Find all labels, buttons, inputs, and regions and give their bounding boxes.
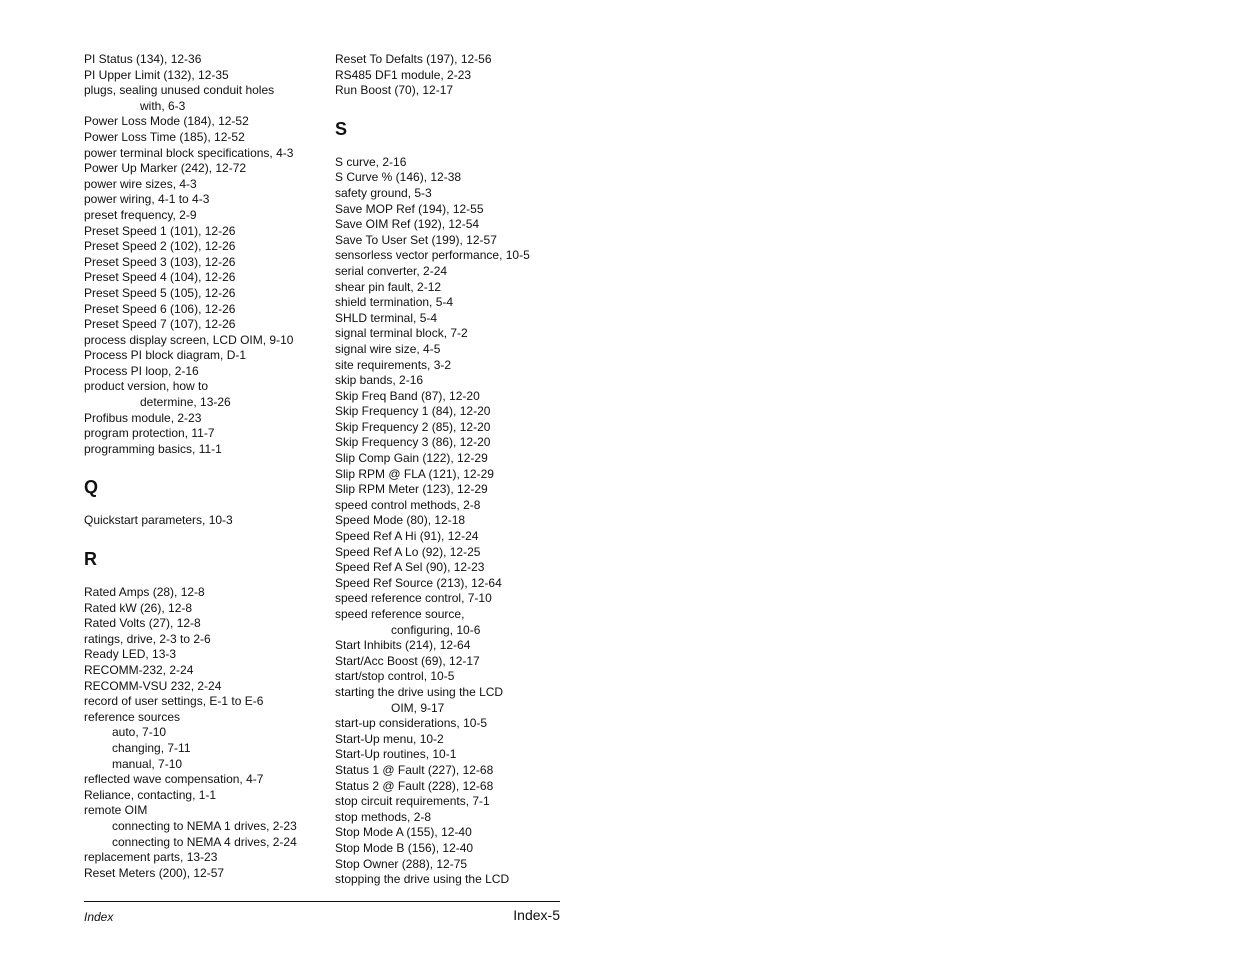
index-entry: Ready LED, 13-3 (84, 647, 177, 662)
index-entry: Start-Up menu, 10-2 (335, 731, 444, 746)
index-entry: starting the drive using the LCD (335, 684, 504, 699)
index-section-letter: R (84, 549, 97, 570)
index-entry: signal wire size, 4-5 (335, 341, 441, 356)
footer-divider (84, 901, 560, 902)
index-entry: Preset Speed 1 (101), 12-26 (84, 223, 236, 238)
index-entry: Skip Frequency 3 (86), 12-20 (335, 435, 491, 450)
index-entry: S Curve % (146), 12-38 (335, 170, 462, 185)
index-entry: process display screen, LCD OIM, 9-10 (84, 332, 294, 347)
index-entry: Preset Speed 5 (105), 12-26 (84, 285, 236, 300)
index-entry: power wire sizes, 4-3 (84, 176, 197, 191)
index-entry: Save To User Set (199), 12-57 (335, 232, 497, 247)
index-entry: Start/Acc Boost (69), 12-17 (335, 653, 480, 668)
index-entry: Status 2 @ Fault (228), 12-68 (335, 778, 494, 793)
index-entry: Speed Ref Source (213), 12-64 (335, 575, 502, 590)
index-entry: sensorless vector performance, 10-5 (335, 248, 530, 263)
index-entry: Stop Owner (288), 12-75 (335, 856, 468, 871)
index-entry: serial converter, 2-24 (335, 263, 448, 278)
index-entry: Speed Mode (80), 12-18 (335, 513, 466, 528)
index-entry: Preset Speed 6 (106), 12-26 (84, 301, 236, 316)
index-entry: Slip RPM Meter (123), 12-29 (335, 482, 488, 497)
index-entry: Speed Ref A Lo (92), 12-25 (335, 544, 481, 559)
index-entry: Save MOP Ref (194), 12-55 (335, 201, 484, 216)
index-section-letter: Q (84, 477, 99, 498)
index-entry: preset frequency, 2-9 (84, 207, 197, 222)
index-entry: Skip Frequency 1 (84), 12-20 (335, 404, 491, 419)
index-entry: Slip Comp Gain (122), 12-29 (335, 451, 488, 466)
index-entry: Power Up Marker (242), 12-72 (84, 161, 247, 176)
index-entry: power wiring, 4-1 to 4-3 (84, 192, 210, 207)
index-entry: program protection, 11-7 (84, 426, 215, 441)
index-entry: site requirements, 3-2 (335, 357, 452, 372)
index-entry: reflected wave compensation, 4-7 (84, 772, 264, 787)
index-entry: Reliance, contacting, 1-1 (84, 787, 217, 802)
index-entry: Speed Ref A Sel (90), 12-23 (335, 560, 485, 575)
index-entry: stop methods, 2-8 (335, 809, 432, 824)
index-entry-continuation: determine, 13-26 (140, 395, 231, 410)
index-entry: skip bands, 2-16 (335, 373, 424, 388)
index-entry: shield termination, 5-4 (335, 295, 454, 310)
index-entry-continuation: with, 6-3 (140, 98, 186, 113)
index-subentry: auto, 7-10 (112, 725, 167, 740)
index-entry: stop circuit requirements, 7-1 (335, 794, 490, 809)
index-entry: Rated Volts (27), 12-8 (84, 616, 201, 631)
index-entry: Speed Ref A Hi (91), 12-24 (335, 529, 479, 544)
index-entry: speed control methods, 2-8 (335, 497, 481, 512)
index-entry: Stop Mode A (155), 12-40 (335, 825, 472, 840)
index-entry: Preset Speed 3 (103), 12-26 (84, 254, 236, 269)
index-entry: PI Upper Limit (132), 12-35 (84, 67, 229, 82)
index-subentry: connecting to NEMA 4 drives, 2-24 (112, 834, 297, 849)
index-entry: Start Inhibits (214), 12-64 (335, 638, 471, 653)
index-column-left (84, 52, 324, 881)
index-entry: Preset Speed 2 (102), 12-26 (84, 239, 236, 254)
index-subentry: connecting to NEMA 1 drives, 2-23 (112, 818, 297, 833)
index-entry: product version, how to (84, 379, 209, 394)
index-entry: plugs, sealing unused conduit holes (84, 83, 275, 98)
index-entry: remote OIM (84, 803, 148, 818)
index-entry: Reset Meters (200), 12-57 (84, 865, 225, 880)
footer-section-label: Index (84, 910, 114, 924)
index-entry: Start-Up routines, 10-1 (335, 747, 457, 762)
index-entry: Rated Amps (28), 12-8 (84, 585, 205, 600)
index-entry: shear pin fault, 2-12 (335, 279, 442, 294)
index-entry: power terminal block specifications, 4-3 (84, 145, 294, 160)
index-entry: Rated kW (26), 12-8 (84, 600, 193, 615)
index-entry: stopping the drive using the LCD (335, 872, 510, 887)
index-entry: Skip Frequency 2 (85), 12-20 (335, 419, 491, 434)
index-entry: Skip Freq Band (87), 12-20 (335, 388, 480, 403)
index-entry: programming basics, 11-1 (84, 441, 222, 456)
index-entry: S curve, 2-16 (335, 154, 407, 169)
index-entry: Run Boost (70), 12-17 (335, 83, 454, 98)
index-entry: Preset Speed 7 (107), 12-26 (84, 317, 236, 332)
index-entry: Profibus module, 2-23 (84, 410, 202, 425)
index-entry: Quickstart parameters, 10-3 (84, 513, 233, 528)
index-entry: Power Loss Time (185), 12-52 (84, 129, 245, 144)
index-entry: replacement parts, 13-23 (84, 850, 218, 865)
index-entry: Preset Speed 4 (104), 12-26 (84, 270, 236, 285)
index-subentry: manual, 7-10 (112, 756, 183, 771)
index-entry: Status 1 @ Fault (227), 12-68 (335, 762, 494, 777)
index-entry: signal terminal block, 7-2 (335, 326, 468, 341)
index-entry: start/stop control, 10-5 (335, 669, 455, 684)
index-entry: Power Loss Mode (184), 12-52 (84, 114, 249, 129)
index-entry: Save OIM Ref (192), 12-54 (335, 217, 480, 232)
index-entry: RS485 DF1 module, 2-23 (335, 67, 472, 82)
index-entry: reference sources (84, 709, 181, 724)
index-entry-continuation: configuring, 10-6 (391, 622, 481, 637)
index-entry: Process PI loop, 2-16 (84, 363, 199, 378)
index-entry: PI Status (134), 12-36 (84, 52, 202, 66)
index-entry: RECOMM-VSU 232, 2-24 (84, 678, 222, 693)
index-entry: start-up considerations, 10-5 (335, 716, 488, 731)
index-entry: record of user settings, E-1 to E-6 (84, 694, 264, 709)
index-entry: safety ground, 5-3 (335, 185, 432, 200)
index-entry: Process PI block diagram, D-1 (84, 348, 247, 363)
index-column-right (335, 52, 575, 888)
index-entry-continuation: OIM, 9-17 (391, 700, 445, 715)
index-entry: Reset To Defalts (197), 12-56 (335, 52, 492, 66)
index-entry: speed reference source, (335, 607, 465, 621)
index-entry: ratings, drive, 2-3 to 2-6 (84, 631, 211, 646)
index-entry: SHLD terminal, 5-4 (335, 310, 438, 325)
index-subentry: changing, 7-11 (112, 740, 191, 755)
index-entry: RECOMM-232, 2-24 (84, 663, 194, 677)
index-entry: speed reference control, 7-10 (335, 591, 492, 606)
index-entry: Slip RPM @ FLA (121), 12-29 (335, 466, 494, 481)
footer-page-number: Index-5 (513, 907, 560, 923)
index-section-letter: S (335, 118, 348, 139)
index-entry: Stop Mode B (156), 12-40 (335, 840, 474, 855)
